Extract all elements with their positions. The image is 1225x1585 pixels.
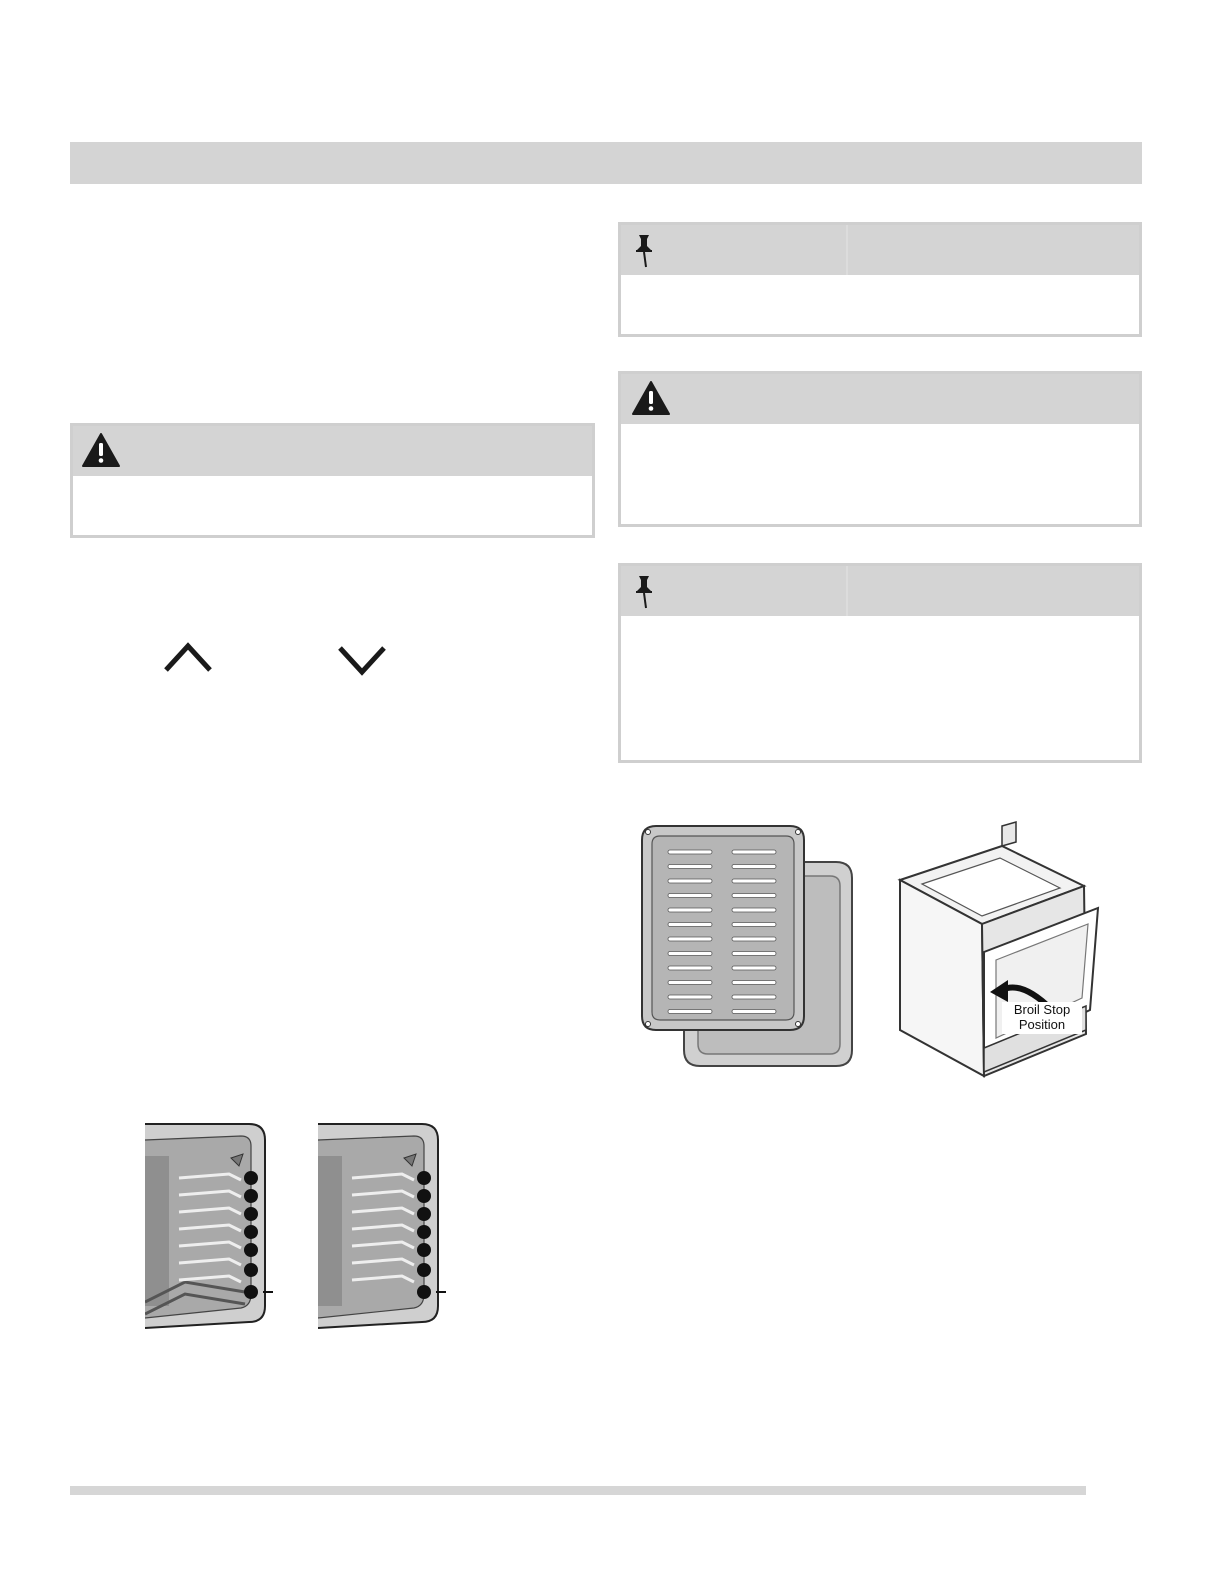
pan-slot [732,952,776,956]
note-box-2 [618,563,1142,763]
rack-position-dot [244,1207,258,1221]
note-box-2-header [621,566,1139,616]
chevron-down-icon [336,644,388,678]
pushpin-icon [631,574,657,610]
pan-slot [732,850,776,854]
note-box-1 [618,222,1142,337]
rack-position-dot [417,1189,431,1203]
broil-stop-label [1002,1002,1082,1034]
rack-position-dot [417,1263,431,1277]
rack-position-dot [417,1207,431,1221]
rack-position-dot [244,1263,258,1277]
warning-box-right-header [621,374,1139,424]
rack-position-dot [417,1285,431,1299]
pan-slot [668,850,712,854]
oven-rack-positions-illustration [318,1122,453,1330]
warning-box-left-header [73,426,592,476]
pan-slot [732,981,776,985]
pan-slot [732,894,776,898]
range-broil-stop-illustration [892,820,1112,1082]
pan-slot [668,894,712,898]
warning-box-right [618,371,1142,527]
pan-slot [732,865,776,869]
rack-position-dot [244,1189,258,1203]
pan-slot [668,1010,712,1014]
note-box-1-header [621,225,1139,275]
chevron-up-icon [162,640,214,674]
pan-slot [732,1010,776,1014]
pan-slot [668,937,712,941]
pan-slot [668,865,712,869]
pan-slot [668,995,712,999]
warning-triangle-icon [631,380,671,416]
pan-slot [732,908,776,912]
broil-stop-label-line1: Broil Stop [1013,1002,1071,1017]
footer-rule [70,1486,1086,1495]
rack-position-dot [417,1171,431,1185]
rack-position-dot [417,1243,431,1257]
pan-slot [732,937,776,941]
pan-slot [668,879,712,883]
oven-rack-positions-illustration [145,1122,280,1330]
pan-slot [732,995,776,999]
rack-position-dot [244,1225,258,1239]
pan-slot [732,879,776,883]
pan-slot [668,966,712,970]
broiler-pan-illustration [638,822,858,1070]
rack-position-dot [244,1171,258,1185]
pan-slot [668,923,712,927]
pan-slot [668,981,712,985]
rack-position-dot [244,1243,258,1257]
rack-position-dot [417,1225,431,1239]
pan-slot [732,923,776,927]
broil-stop-label-line2: Position [1018,1017,1066,1032]
pan-slot [668,908,712,912]
rack-position-dot [244,1285,258,1299]
warning-triangle-icon [81,432,121,468]
pan-slot [732,966,776,970]
section-header-bar [70,142,1142,184]
pan-slot [668,952,712,956]
pushpin-icon [631,233,657,269]
warning-box-left [70,423,595,538]
